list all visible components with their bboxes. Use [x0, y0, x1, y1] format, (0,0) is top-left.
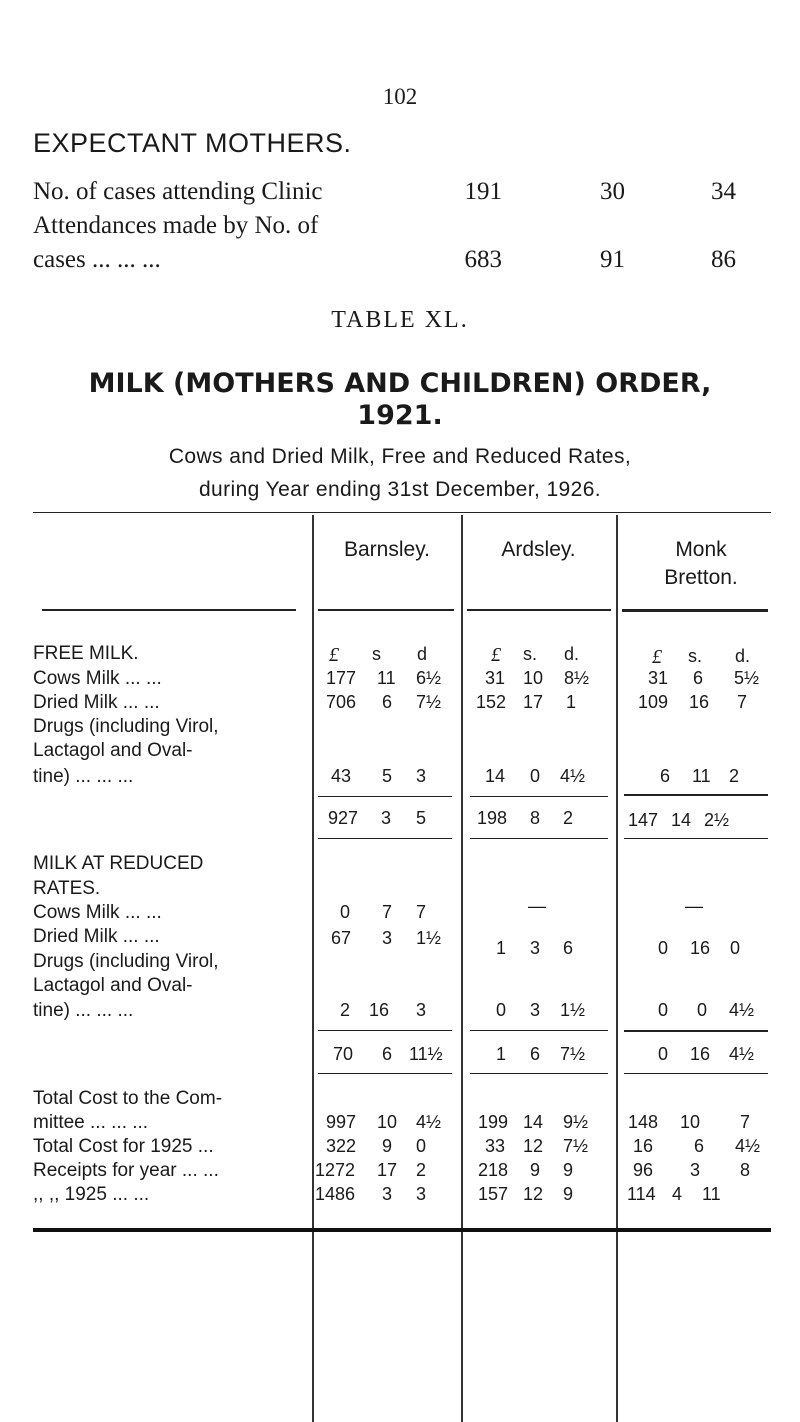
total-cost-ardsley-pence: 9½: [563, 1112, 589, 1132]
receipts-year-barnsley-shillings: 17: [377, 1160, 398, 1180]
total-1925-ardsley-shillings: 12: [523, 1136, 544, 1156]
barnsley-pence-header: d: [417, 644, 428, 664]
free-drugs-monk-shillings: 11: [692, 766, 711, 786]
reduced-dried-monk-pounds: 0: [658, 938, 669, 958]
reduced-drugs-barnsley-pence: 3: [416, 1000, 427, 1020]
reduced-subtotal-rule-ardsley: [470, 1030, 608, 1031]
reduced-dried-milk-label: Dried Milk ... ...: [33, 926, 160, 947]
reduced-dried-ardsley-pence: 6: [563, 938, 574, 958]
free-dried-ardsley-pence: 1: [566, 692, 577, 712]
reduced-heading-line1: MILK AT REDUCED: [33, 853, 204, 874]
reduced-total-ardsley-pounds: 1: [496, 1044, 507, 1064]
reduced-total-rule-barnsley: [318, 1073, 452, 1074]
free-total-ardsley-pounds: 198: [477, 808, 508, 828]
free-subtotal-rule-monk: [624, 794, 768, 796]
header-rule-monk: [622, 609, 768, 612]
reduced-total-barnsley-pence: 11½: [409, 1044, 443, 1064]
free-drugs-ardsley-pounds: 14: [485, 766, 506, 786]
receipts-1925-barnsley-pence: 3: [416, 1184, 427, 1204]
reduced-total-ardsley-shillings: 6: [530, 1044, 541, 1064]
reduced-dried-barnsley-pence: 1½: [416, 928, 442, 948]
free-total-monk-pounds: 147: [628, 810, 659, 830]
total-cost-monk-pence: 7: [740, 1112, 751, 1132]
divider-ardsley: [461, 515, 463, 1422]
free-cows-monk-shillings: 6: [693, 668, 704, 688]
reduced-total-barnsley-pounds: 70: [333, 1044, 354, 1064]
total-cost-monk-shillings: 10: [680, 1112, 701, 1132]
free-drugs-label-line1: Drugs (including Virol,: [33, 716, 219, 737]
reduced-cows-barnsley-pence: 7: [416, 902, 427, 922]
free-total-ardsley-pence: 2: [563, 808, 574, 828]
receipts-year-monk-shillings: 3: [690, 1160, 701, 1180]
receipts-year-monk-pounds: 96: [633, 1160, 654, 1180]
reduced-total-monk-shillings: 16: [690, 1044, 711, 1064]
reduced-drugs-monk-pence: 4½: [729, 1000, 755, 1020]
receipts-year-monk-pence: 8: [740, 1160, 751, 1180]
ardsley-pence-header: d.: [564, 644, 580, 664]
free-drugs-label-line2: Lactagol and Oval-: [33, 740, 193, 761]
reduced-drugs-label-line1: Drugs (including Virol,: [33, 951, 219, 972]
table-top-rule: [33, 512, 771, 513]
col-header-barnsley: Barnsley.: [344, 538, 430, 561]
clinic-cases-barnsley: 191: [464, 178, 502, 205]
clinic-cases-ardsley: 30: [600, 178, 625, 205]
expectant-mothers-heading: EXPECTANT MOTHERS.: [33, 128, 352, 158]
reduced-total-ardsley-pence: 7½: [560, 1044, 586, 1064]
reduced-heading-line2: RATES.: [33, 878, 101, 899]
free-drugs-barnsley-pounds: 43: [331, 766, 352, 786]
monk-pound-header: £: [652, 646, 662, 668]
attendances-label-line1: Attendances made by No. of: [33, 212, 319, 239]
free-cows-barnsley-pounds: 177: [326, 668, 357, 688]
receipts-1925-barnsley-pounds: 1486: [315, 1184, 356, 1204]
divider-monk: [616, 515, 618, 1422]
reduced-drugs-ardsley-shillings: 3: [530, 1000, 541, 1020]
divider-barnsley: [312, 515, 314, 1422]
free-cows-ardsley-shillings: 10: [523, 668, 544, 688]
page-number: 102: [382, 84, 418, 109]
free-cows-milk-label: Cows Milk ... ...: [33, 668, 162, 689]
free-milk-heading: FREE MILK.: [33, 643, 139, 664]
free-total-ardsley-shillings: 8: [530, 808, 541, 828]
monk-pence-header: d.: [735, 646, 751, 666]
receipts-year-barnsley-pounds: 1272: [315, 1160, 356, 1180]
receipts-year-ardsley-pence: 9: [563, 1160, 574, 1180]
free-subtotal-rule-ardsley: [470, 796, 608, 797]
total-cost-ardsley-shillings: 14: [523, 1112, 544, 1132]
receipts-1925-label: ,, ,, 1925 ... ...: [33, 1184, 150, 1205]
order-title-line2: 1921.: [357, 400, 443, 431]
total-cost-barnsley-pence: 4½: [416, 1112, 442, 1132]
free-total-rule-monk: [624, 838, 768, 839]
free-dried-barnsley-pounds: 706: [326, 692, 357, 712]
reduced-drugs-monk-shillings: 0: [697, 1000, 708, 1020]
reduced-dried-barnsley-pounds: 67: [331, 928, 352, 948]
attendances-ardsley: 91: [600, 246, 625, 273]
header-rule-label: [42, 609, 296, 611]
total-cost-ardsley-pounds: 199: [478, 1112, 509, 1132]
col-header-bretton: Bretton.: [664, 566, 738, 589]
receipts-1925-ardsley-shillings: 12: [523, 1184, 544, 1204]
free-dried-monk-pence: 7: [737, 692, 748, 712]
order-title-line1: MILK (MOTHERS AND CHILDREN) ORDER,: [88, 368, 712, 399]
reduced-cows-barnsley-pounds: 0: [340, 902, 351, 922]
free-drugs-monk-pounds: 6: [660, 766, 671, 786]
free-cows-ardsley-pounds: 31: [485, 668, 506, 688]
reduced-drugs-ardsley-pence: 1½: [560, 1000, 586, 1020]
receipts-1925-barnsley-shillings: 3: [382, 1184, 393, 1204]
table-number: TABLE XL.: [331, 307, 469, 333]
header-rule-ardsley: [467, 609, 611, 611]
subtitle-line1: Cows and Dried Milk, Free and Reduced Rates,: [168, 445, 632, 468]
total-cost-barnsley-pounds: 997: [326, 1112, 357, 1132]
reduced-cows-barnsley-shillings: 7: [382, 902, 393, 922]
total-1925-barnsley-shillings: 9: [382, 1136, 393, 1156]
barnsley-shilling-header: s: [372, 644, 381, 664]
attendances-monk-bretton: 86: [711, 246, 736, 273]
total-1925-monk-pounds: 16: [633, 1136, 654, 1156]
free-drugs-ardsley-pence: 4½: [560, 766, 586, 786]
reduced-drugs-barnsley-shillings: 16: [369, 1000, 390, 1020]
total-1925-barnsley-pounds: 322: [326, 1136, 357, 1156]
total-1925-monk-pence: 4½: [735, 1136, 761, 1156]
reduced-dried-monk-pence: 0: [730, 938, 741, 958]
reduced-total-monk-pence: 4½: [729, 1044, 755, 1064]
total-cost-monk-pounds: 148: [628, 1112, 659, 1132]
attendances-barnsley: 683: [464, 246, 502, 273]
reduced-dried-ardsley-shillings: 3: [530, 938, 541, 958]
free-cows-monk-pence: 5½: [734, 668, 760, 688]
free-dried-barnsley-shillings: 6: [382, 692, 393, 712]
receipts-year-ardsley-pounds: 218: [478, 1160, 509, 1180]
total-1925-ardsley-pence: 7½: [563, 1136, 589, 1156]
receipts-1925-monk-pence: 11: [702, 1184, 721, 1204]
reduced-cows-ardsley-dash: —: [528, 896, 546, 916]
receipts-1925-ardsley-pence: 9: [563, 1184, 574, 1204]
reduced-total-barnsley-shillings: 6: [382, 1044, 393, 1064]
reduced-drugs-barnsley-pounds: 2: [340, 1000, 351, 1020]
ardsley-pound-header: £: [491, 644, 501, 666]
reduced-subtotal-rule-barnsley: [318, 1030, 452, 1031]
receipts-year-label: Receipts for year ... ...: [33, 1160, 219, 1181]
receipts-year-ardsley-shillings: 9: [530, 1160, 541, 1180]
free-total-barnsley-pounds: 927: [328, 808, 359, 828]
clinic-cases-monk-bretton: 34: [711, 178, 736, 205]
header-rule-barnsley: [318, 609, 454, 611]
free-total-monk-shillings: 14: [671, 810, 692, 830]
reduced-drugs-monk-pounds: 0: [658, 1000, 669, 1020]
subtitle-line2: during Year ending 31st December, 1926.: [198, 478, 602, 501]
free-subtotal-rule-barnsley: [318, 796, 452, 797]
ardsley-shilling-header: s.: [523, 644, 538, 664]
free-cows-monk-pounds: 31: [648, 668, 669, 688]
free-cows-barnsley-pence: 6½: [416, 668, 442, 688]
total-cost-label-line2: mittee ... ... ...: [33, 1112, 149, 1133]
receipts-1925-monk-pounds: 114: [627, 1184, 656, 1204]
free-drugs-barnsley-shillings: 5: [382, 766, 393, 786]
free-dried-monk-shillings: 16: [689, 692, 710, 712]
free-total-barnsley-shillings: 3: [381, 808, 392, 828]
free-total-rule-ardsley: [470, 838, 608, 839]
receipts-1925-ardsley-pounds: 157: [478, 1184, 509, 1204]
col-header-monk: Monk: [675, 538, 727, 561]
free-drugs-barnsley-pence: 3: [416, 766, 427, 786]
monk-shilling-header: s.: [688, 646, 703, 666]
reduced-drugs-label-line3: tine) ... ... ...: [33, 1000, 134, 1021]
reduced-cows-monk-dash: —: [685, 896, 703, 916]
free-total-monk-pence: 2½: [704, 810, 730, 830]
total-1925-monk-shillings: 6: [694, 1136, 705, 1156]
free-dried-ardsley-shillings: 17: [523, 692, 544, 712]
receipts-year-barnsley-pence: 2: [416, 1160, 427, 1180]
free-drugs-monk-pence: 2: [729, 766, 740, 786]
free-dried-ardsley-pounds: 152: [476, 692, 507, 712]
free-dried-monk-pounds: 109: [638, 692, 669, 712]
reduced-subtotal-rule-monk: [624, 1030, 768, 1032]
total-cost-label-line1: Total Cost to the Com-: [33, 1088, 223, 1109]
free-dried-barnsley-pence: 7½: [416, 692, 442, 712]
reduced-total-monk-pounds: 0: [658, 1044, 669, 1064]
total-1925-label: Total Cost for 1925 ...: [33, 1136, 214, 1157]
clinic-cases-label: No. of cases attending Clinic: [33, 178, 323, 205]
free-cows-ardsley-pence: 8½: [564, 668, 590, 688]
total-1925-barnsley-pence: 0: [416, 1136, 427, 1156]
reduced-total-rule-ardsley: [470, 1073, 608, 1074]
barnsley-pound-header: £: [329, 644, 339, 666]
free-drugs-label-line3: tine) ... ... ...: [33, 766, 134, 787]
free-total-barnsley-pence: 5: [416, 808, 427, 828]
receipts-1925-monk-shillings: 4: [672, 1184, 683, 1204]
reduced-drugs-label-line2: Lactagol and Oval-: [33, 975, 193, 996]
reduced-drugs-ardsley-pounds: 0: [496, 1000, 507, 1020]
reduced-dried-monk-shillings: 16: [690, 938, 711, 958]
reduced-dried-barnsley-shillings: 3: [382, 928, 393, 948]
free-drugs-ardsley-shillings: 0: [530, 766, 541, 786]
free-dried-milk-label: Dried Milk ... ...: [33, 692, 160, 713]
free-total-rule-barnsley: [318, 838, 452, 839]
total-cost-barnsley-shillings: 10: [377, 1112, 398, 1132]
reduced-dried-ardsley-pounds: 1: [496, 938, 507, 958]
table-bottom-rule: [33, 1228, 771, 1232]
reduced-cows-milk-label: Cows Milk ... ...: [33, 902, 162, 923]
col-header-ardsley: Ardsley.: [501, 538, 576, 561]
reduced-total-rule-monk: [624, 1073, 768, 1074]
free-cows-barnsley-shillings: 11: [377, 668, 396, 688]
total-1925-ardsley-pounds: 33: [485, 1136, 506, 1156]
attendances-label-line2: cases ... ... ...: [33, 246, 161, 273]
